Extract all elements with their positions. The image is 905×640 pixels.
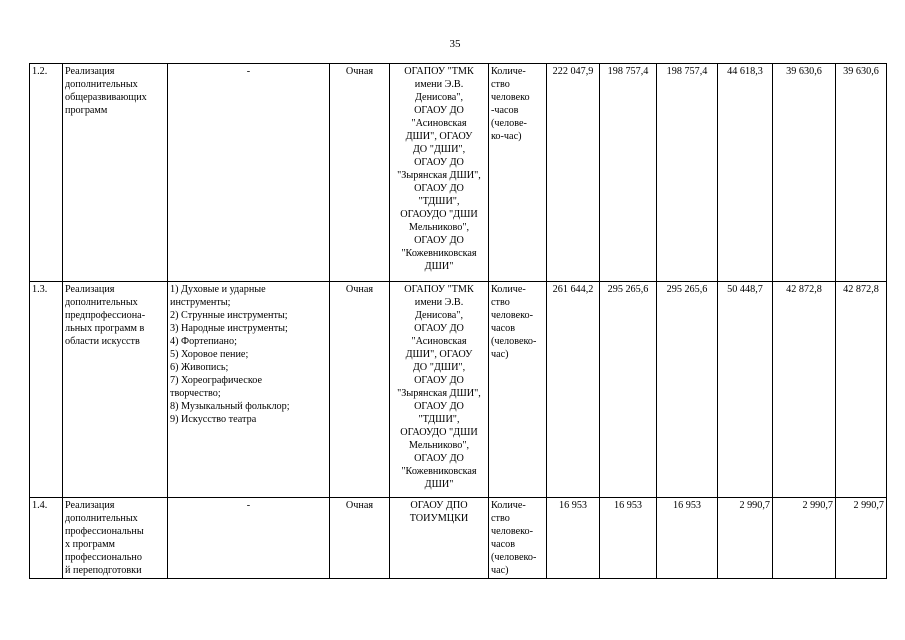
row-number: 1.3. <box>30 282 63 498</box>
unit-of-measure: Количе- ство человеко -часов (челове- ко-час) <box>489 64 547 282</box>
value-1: 222 047,9 <box>547 64 600 282</box>
page-number: 35 <box>449 38 461 50</box>
value-3: 295 265,6 <box>657 282 718 498</box>
value-5: 39 630,6 <box>773 64 836 282</box>
value-6: 2 990,7 <box>836 498 887 579</box>
unit-of-measure: Количе- ство человеко- часов (человеко- час) <box>489 282 547 498</box>
study-form: Очная <box>330 498 390 579</box>
service-content: 1) Духовые и ударные инструменты; 2) Струнные инструменты; 3) Народные инструменты; 4) Фортепиано; 5) Хоровое пение; 6) Живопись; 7) Хореографическое творчество; 8) Музыкальный фольклор; 9) Искусство театра <box>168 282 330 498</box>
service-content: - <box>168 498 330 579</box>
study-form: Очная <box>330 282 390 498</box>
service-content: - <box>168 64 330 282</box>
value-2: 295 265,6 <box>600 282 657 498</box>
service-name: Реализация дополнительных предпрофессиона- льных программ в области искусств <box>63 282 168 498</box>
value-6: 39 630,6 <box>836 64 887 282</box>
table-row <box>30 282 887 498</box>
organizations: ОГАПОУ "ТМК имени Э.В. Денисова", ОГАОУ ДО "Асиновская ДШИ", ОГАОУ ДО "ДШИ", ОГАОУ ДО "Зырянская ДШИ", ОГАОУ ДО "ТДШИ", ОГАОУДО "ДШИ Мельниково", ОГАОУ ДО "Кожевниковская ДШИ" <box>390 64 489 282</box>
value-1: 16 953 <box>547 498 600 579</box>
organizations: ОГАПОУ "ТМК имени Э.В. Денисова", ОГАОУ ДО "Асиновская ДШИ", ОГАОУ ДО "ДШИ", ОГАОУ ДО "Зырянская ДШИ", ОГАОУ ДО "ТДШИ", ОГАОУДО "ДШИ Мельниково", ОГАОУ ДО "Кожевниковская ДШИ" <box>390 282 489 498</box>
value-3: 16 953 <box>657 498 718 579</box>
study-form: Очная <box>330 64 390 282</box>
value-4: 50 448,7 <box>718 282 773 498</box>
table-row <box>30 64 887 282</box>
unit-of-measure: Количе- ство человеко- часов (человеко- час) <box>489 498 547 579</box>
table-row <box>30 498 887 579</box>
service-name: Реализация дополнительных профессиональны х программ профессионально й переподготовки <box>63 498 168 579</box>
value-3: 198 757,4 <box>657 64 718 282</box>
value-4: 44 618,3 <box>718 64 773 282</box>
value-1: 261 644,2 <box>547 282 600 498</box>
value-2: 198 757,4 <box>600 64 657 282</box>
organizations: ОГАОУ ДПО ТОИУМЦКИ <box>390 498 489 579</box>
value-6: 42 872,8 <box>836 282 887 498</box>
value-5: 2 990,7 <box>773 498 836 579</box>
row-number: 1.2. <box>30 64 63 282</box>
value-2: 16 953 <box>600 498 657 579</box>
services-table <box>29 63 887 579</box>
value-5: 42 872,8 <box>773 282 836 498</box>
row-number: 1.4. <box>30 498 63 579</box>
value-4: 2 990,7 <box>718 498 773 579</box>
service-name: Реализация дополнительных общеразвивающих программ <box>63 64 168 282</box>
